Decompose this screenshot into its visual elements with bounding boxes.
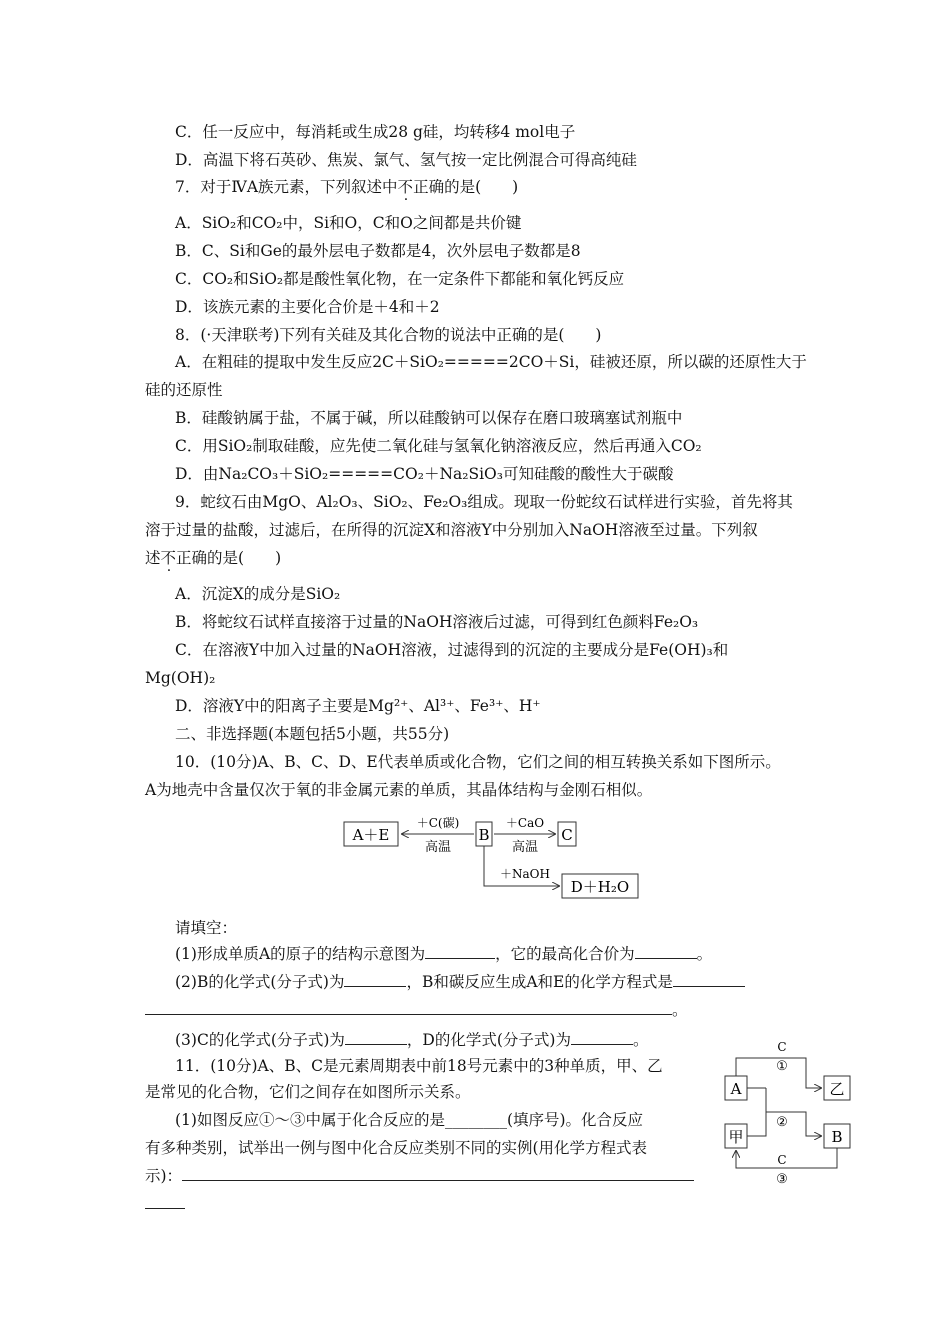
box-d-plus-water-label: D＋H₂O <box>570 878 630 896</box>
q10-p3-text-a: (3)C的化学式(分子式)为 <box>175 1031 345 1049</box>
reaction-2-label: ② <box>776 1115 788 1130</box>
option-c-line: C．任一反应中，每消耗或生成28 g硅，均转移4 mol电子 <box>175 123 576 141</box>
question-11-line-3: (1)如图反应①～③中属于化合反应的是________(填序号)。化合反应 <box>175 1111 644 1129</box>
question-11-line-2: 是常见的化合物，它们之间存在如图所示关系。 <box>145 1083 471 1101</box>
q10-p1-text-b: ，它的最高化合价为 <box>495 945 635 963</box>
q9-option-d: D．溶液Y中的阳离子主要是Mg²⁺、Al³⁺、Fe³⁺、H⁺ <box>175 697 541 715</box>
reaction-3-label: ③ <box>776 1172 788 1187</box>
reaction-diagram-2 <box>718 1038 858 1190</box>
q10-p1-text-a: (1)形成单质A的原子的结构示意图为 <box>175 945 426 963</box>
option-d-line: D．高温下将石英砂、焦炭、氯气、氢气按一定比例混合可得高纯硅 <box>175 151 637 169</box>
q7-text-b: 正确的是( ) <box>413 178 519 196</box>
answer-blank-6[interactable] <box>345 1030 407 1045</box>
answer-blank-8[interactable] <box>182 1166 694 1181</box>
box-a-label: A <box>730 1080 742 1098</box>
q10-p2-text-a: (2)B的化学式(分子式)为 <box>175 973 345 991</box>
q8-option-b: B．硅酸钠属于盐，不属于碱，所以硅酸钠可以保存在磨口玻璃塞试剂瓶中 <box>175 409 683 427</box>
q7-option-a: A．SiO₂和CO₂中，Si和O，C和O之间都是共价键 <box>175 214 522 232</box>
q7-emphasis: 不 <box>397 178 414 196</box>
bottom-reagent-label: C <box>777 1153 787 1167</box>
box-c-label: C <box>561 826 573 844</box>
answer-blank-7[interactable] <box>571 1030 633 1045</box>
q7-option-b: B．C、Si和Ge的最外层电子数都是4，次外层电子数都是8 <box>175 242 581 260</box>
top-reagent-label: C <box>777 1040 787 1054</box>
fill-in-prompt: 请填空： <box>175 919 238 937</box>
box-jia-label: 甲 <box>728 1128 744 1146</box>
answer-blank-3[interactable] <box>344 972 406 987</box>
q7-text-a: 7．对于ⅣA族元素，下列叙述中 <box>175 178 398 196</box>
box-yi-label: 乙 <box>829 1080 845 1098</box>
arrow2-top-label: ＋CaO <box>505 816 545 830</box>
q11-p1-text: 示)： <box>145 1167 183 1185</box>
reaction-1-label: ① <box>776 1059 788 1074</box>
question-11-line-6 <box>145 1194 185 1214</box>
arrow1-bottom-label: 高温 <box>424 840 452 855</box>
q10-part-3 <box>175 1030 648 1050</box>
q10-p3-text-c: 。 <box>632 1031 649 1049</box>
q8-option-c: C．用SiO₂制取硅酸，应先使二氧化硅与氢氧化钠溶液反应，然后再通入CO₂ <box>175 437 702 455</box>
answer-blank-4[interactable] <box>673 972 745 987</box>
question-9-line-3 <box>145 548 281 568</box>
arrow3-top-label: ＋NaOH <box>500 867 550 881</box>
q10-p2-text-b: ，B和碳反应生成A和E的化学方程式是 <box>406 973 673 991</box>
question-9-line-1: 9．蛇纹石由MgO、Al₂O₃、SiO₂、Fe₂O₃组成。现取一份蛇纹石试样进行实验，首先将其 <box>175 493 793 511</box>
q9-text-b: 正确的是( ) <box>176 549 282 567</box>
q10-p1-text-c: 。 <box>696 945 713 963</box>
q7-option-c: C．CO₂和SiO₂都是酸性氧化物，在一定条件下都能和氧化钙反应 <box>175 270 625 288</box>
question-11-line-4: 有多种类别，试举出一例与图中化合反应类别不同的实例(用化学方程式表 <box>145 1139 648 1157</box>
answer-blank-5[interactable] <box>145 1000 672 1015</box>
q10-part-2-continued <box>145 1000 688 1020</box>
q9-option-c-2: Mg(OH)₂ <box>145 669 216 687</box>
question-11-line-5 <box>145 1166 694 1186</box>
reaction-diagram-1 <box>340 812 640 902</box>
box-a-plus-e-label: A＋E <box>352 826 390 844</box>
q10-part-2 <box>175 972 745 992</box>
box-b-label: B <box>831 1128 843 1146</box>
q9-option-b: B．将蛇纹石试样直接溶于过量的NaOH溶液后过滤，可得到红色颜料Fe₂O₃ <box>175 613 699 631</box>
question-10-line-2: A为地壳中含量仅次于氧的非金属元素的单质，其晶体结构与金刚石相似。 <box>145 781 653 799</box>
answer-blank-1[interactable] <box>425 944 495 959</box>
q8-option-d: D．由Na₂CO₃＋SiO₂=====CO₂＋Na₂SiO₃可知硅酸的酸性大于碳酸 <box>175 465 674 483</box>
arrow1-top-label: ＋C(碳) <box>416 816 460 830</box>
question-8-stem: 8．(·天津联考)下列有关硅及其化合物的说法中正确的是( ) <box>175 326 602 344</box>
q10-p3-text-b: ，D的化学式(分子式)为 <box>406 1031 571 1049</box>
question-9-line-2: 溶于过量的盐酸，过滤后，在所得的沉淀X和溶液Y中分别加入NaOH溶液至过量。下列叙 <box>145 521 758 539</box>
q10-p2-text-c: 。 <box>672 1001 688 1019</box>
q9-text-a: 述 <box>145 549 161 567</box>
q9-option-c-1: C．在溶液Y中加入过量的NaOH溶液，过滤得到的沉淀的主要成分是Fe(OH)₃和 <box>175 641 729 659</box>
q8-option-a-1: A．在粗硅的提取中发生反应2C＋SiO₂=====2CO＋Si，硅被还原，所以碳的还原性大于 <box>175 353 807 371</box>
q9-option-a: A．沉淀X的成分是SiO₂ <box>175 585 341 603</box>
question-7-stem <box>175 177 518 197</box>
q9-emphasis: 不 <box>160 549 177 567</box>
answer-blank-9[interactable] <box>145 1194 185 1209</box>
q8-option-a-2: 硅的还原性 <box>145 381 223 399</box>
q10-part-1 <box>175 944 712 964</box>
arrow2-bottom-label: 高温 <box>511 840 539 855</box>
question-11-line-1: 11．(10分)A、B、C是元素周期表中前18号元素中的3种单质，甲、乙 <box>175 1057 663 1075</box>
q7-option-d: D．该族元素的主要化合价是＋4和＋2 <box>175 298 440 316</box>
box-b-label: B <box>478 826 490 844</box>
question-10-line-1: 10．(10分)A、B、C、D、E代表单质或化合物，它们之间的相互转换关系如下图所示。 <box>175 753 781 771</box>
section-2-heading: 二、非选择题(本题包括5小题，共55分) <box>175 725 450 743</box>
answer-blank-2[interactable] <box>635 944 697 959</box>
